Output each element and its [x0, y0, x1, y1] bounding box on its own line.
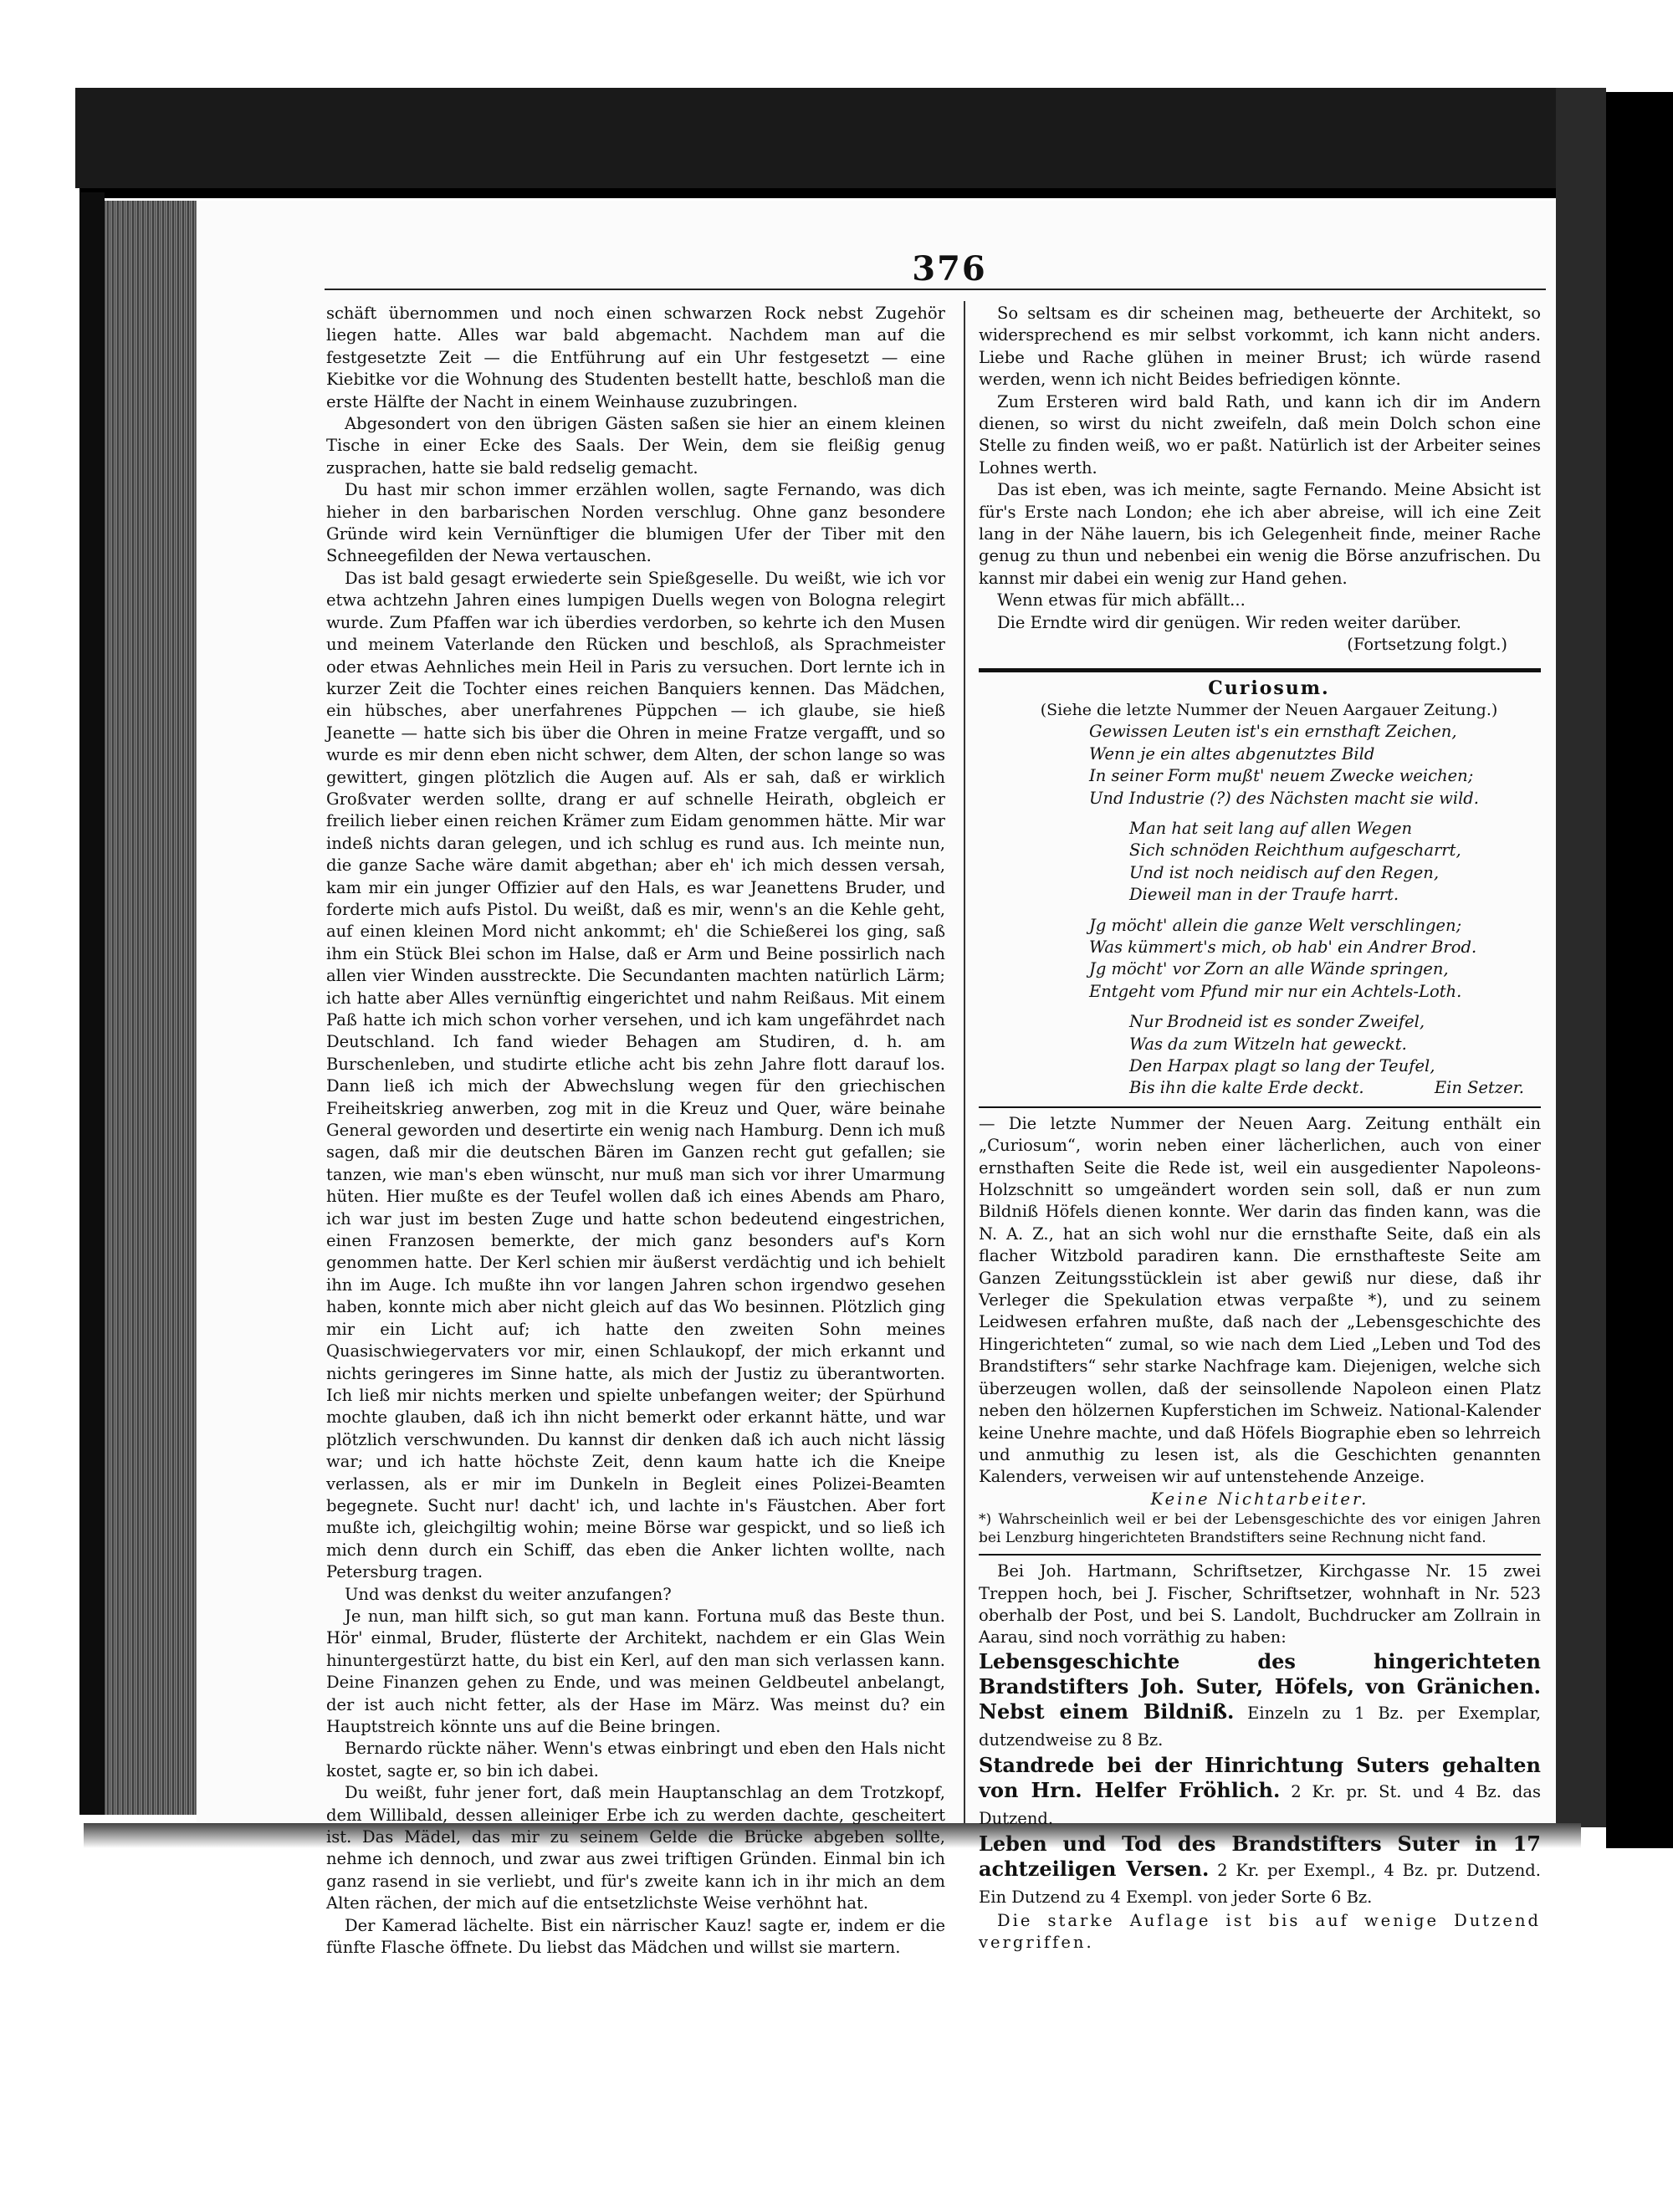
scan-border-top-line [79, 188, 1585, 198]
advert-item [979, 1831, 1541, 1910]
right-paragraph: So seltsam es dir scheinen mag, betheuerte der Architekt, so widersprechend es mir selbst vorkommt, ich kann nicht anders. Liebe und Rache glühen in meiner Brust; ich würde rasend werden, wenn ich nicht Beides befriedigen könnte. [979, 304, 1541, 390]
column-divider [964, 301, 965, 1823]
left-paragraph: Du hast mir schon immer erzählen wollen, sagte Fernando, was dich hieher in den barbarischen Norden verschlug. Ohne ganz besondere Gründe wird kein Vernünftiger die blumigen Ufer der Tiber mit den Schneegefilden der Newa vertauschen. [326, 480, 945, 566]
poem-last-line: Bis ihn die kalte Erde deckt. [1129, 1078, 1364, 1098]
poem-line: In seiner Form mußt' neuem Zwecke weichen; [1089, 766, 1474, 786]
poem-line: Was da zum Witzeln hat geweckt. [1129, 1034, 1407, 1054]
scan-border-top [75, 88, 1564, 188]
advert-closing: Die starke Auflage ist bis auf wenige Dutzend vergriffen. [979, 1910, 1541, 1953]
right-paragraph: Das ist eben, was ich meinte, sagte Fernando. Meine Absicht ist für's Erste nach London; ehe ich aber abreise, will ich eine Zeit lang in der Nähe lauern, bis ich Gelegenheit finde, meiner Rache genug zu thun und nebenbei ein wenig die Börse anzufrischen. Du kannst mir dabei ein wenig zur Hand gehen. [979, 480, 1541, 588]
advert-item-detail: 2 Kr. pr. St. und 4 Bz. das Dutzend. [979, 1781, 1541, 1828]
poem-line: Man hat seit lang auf allen Wegen [1129, 818, 1413, 838]
right-paragraph: Zum Ersteren wird bald Rath, und kann ich dir im Andern dienen, so wirst du nicht zweifeln, daß mein Dolch schon eine Stelle zu finden weiß, wo er paßt. Natürlich ist der Arbeiter seines Lohnes werth. [979, 391, 1541, 478]
poem-line: Den Harpax plagt so lang der Teufel, [1129, 1056, 1435, 1075]
page-number: 376 [912, 249, 987, 289]
right-column [979, 303, 1541, 1954]
left-paragraph: Du weißt, fuhr jener fort, daß mein Hauptanschlag an dem Trotzkopf, dem Willibald, dessen alleiniger Erbe ich zu werden dachte, gescheitert ist. Das Mädel, das mir zu seinem Gelde die Brücke abgeben sollte, nehme ich dennoch, und zwar aus zwei triftigen Gründen. Einmal bin ich ganz rasend in sie verliebt, und für's zweite kann ich in ihr mich an dem Alten rächen, der mich auf die entsetzlichste Weise verhöhnt hat. [326, 1783, 945, 1913]
advert-intro: Bei Joh. Hartmann, Schriftsetzer, Kirchgasse Nr. 15 zwei Treppen hoch, bei J. Fischer, Schriftsetzer, wohnhaft in Nr. 523 oberhalb der Post, und bei S. Landolt, Buchdrucker am Zollrain in Aarau, sind noch vorräthig zu haben: [979, 1561, 1541, 1648]
left-paragraph: Bernardo rückte näher. Wenn's etwas einbringt und eben den Hals nicht kostet, sagte er, so bin ich dabei. [326, 1739, 945, 1780]
advertisement [979, 1561, 1541, 1954]
poem-line: Dieweil man in der Traufe harrt. [1129, 885, 1399, 905]
left-paragraph: Der Kamerad lächelte. Bist ein närrischer Kauz! sagte er, indem er die fünfte Flasche öffnete. Du liebst das Mädchen und willst sie martern. [326, 1915, 945, 1958]
poem-line: Wenn je ein altes abgenutztes Bild [1089, 743, 1375, 764]
poem-line: Nur Brodneid ist es sonder Zweifel, [1129, 1012, 1425, 1032]
poem-line: Jg möcht' allein die ganze Welt verschlingen; [1089, 915, 1462, 935]
header-rule [325, 289, 1546, 290]
advert-item-title: Leben und Tod des Brandstifters Suter in 17 achtzeiligen Versen. [979, 1831, 1541, 1881]
advert-item-detail: 2 Kr. per Exempl., 4 Bz. pr. Dutzend. Ein Dutzend zu 4 Exempl. von jeder Sorte 6 Bz. [979, 1860, 1541, 1907]
left-paragraph: Je nun, man hilft sich, so gut man kann. Fortuna muß das Beste thun. Hör' einmal, Bruder, flüsterte der Architekt, nachdem er ein Glas Wein hinuntergestürzt hatte, du bist ein Kerl, auf den man sich verlassen kann. Deine Finanzen gehen zu Ende, und was meinen Geldbeutel anbelangt, der ist auch nicht fetter, als der Hase im März. Was meinst du? ein Hauptstreich könnte uns auf die Beine bringen. [326, 1606, 945, 1736]
curiosum-section [979, 677, 1541, 1100]
left-paragraph: schäft übernommen und noch einen schwarzen Rock nebst Zugehör liegen hatte. Alles war bald abgemacht. Nachdem man auf die festgesetzte Zeit — die Entführung auf ein Uhr festgesetzt — eine Kiebitke vor die Wohnung des Studenten bestellt hatte, beschloß man die erste Hälfte der Nacht in einem Weinhause zuzubringen. [326, 304, 945, 411]
right-paragraph: Die Erndte wird dir genügen. Wir reden weiter darüber. [997, 612, 1461, 632]
section-rule-thin [979, 1106, 1541, 1108]
scan-border-right [1556, 88, 1606, 1827]
poem-line: Und Industrie (?) des Nächsten macht sie wild. [1089, 788, 1479, 808]
poem-line: Sich schnöden Reichthum aufgescharrt, [1129, 840, 1461, 861]
left-paragraph: Das ist bald gesagt erwiederte sein Spießgeselle. Du weißt, wie ich vor etwa achtzehn Jahren eines lumpigen Duells wegen von Bologna relegirt wurde. Zum Pfaffen war ich überdies verdorben, so kehrte ich den Musen und meinem Vaterlande den Rücken und beschloß, als Sprachmeister oder etwas Aehnliches mein Heil in Paris zu versuchen. Dort lernte ich in kurzer Zeit die Tochter eines reichen Banquiers kennen. Das Mädchen, ein hübsches, aber unerfahrenes Püppchen — ich glaube, sie hieß Jeanette — hatte sich bis über die Ohren in meine Fratze vergafft, und so wurde es mir denn eben nicht schwer, dem Alten, der schon lange so was gewittert, gingen plötzlich die Augen auf. Als er sah, daß er wirklich Großvater werden sollte, drang er auf schnelle Heirath, obgleich er freilich lieber einen reichen Krämer zum Eidam genommen hätte. Mir war indeß nichts daran gelegen, und ich schlug es rund aus. Ich meinte nun, die ganze Sache wäre damit abgethan; aber eh' ich mich dessen versah, kam mir ein junger Offizier auf den Hals, es war Jeanettens Bruder, und forderte mich aufs Pistol. Du weißt, daß es mir, wenn's an die Kehle geht, auf einen kleinen Mord nicht ankommt; eh' die Schießerei los ging, saß ihm ein Stück Blei schon im Halse, daß er Arm und Beine possirlich nach allen vier Winden ausstreckte. Die Secundanten machten natürlich Lärm; ich hatte aber Alles vernünftig eingerichtet und nahm Reißaus. Mit einem Paß hatte ich mich schon vorher versehen, und ich kam ungefährdet nach Deutschland. Ich fand wieder Behagen am Studiren, d. h. am Burschenleben, und studirte etliche acht bis zehn Jahre flott darauf los. Dann ließ ich mich der Abwechslung wegen für den griechischen Freiheitskrieg anwerben, zog mit in die Kreuz und Quer, wäre beinahe General geworden und desertirte ein wenig nach Hamburg. Denn ich muß sagen, daß mir die deutschen Bären im Ganzen recht gut gefallen; sie tanzen, wie man's eben wünscht, nur muß man sich vor ihrer Umarmung hüten. Hier mußte es der Teufel wollen daß ich eines Abends am Pharo, ich war just im besten Zuge und hatte schon bedeutend eingestrichen, einen Franzosen bemerkte, der mich ganz besonders auf's Korn genommen hatte. Der Kerl schien mir äußerst verdächtig und ich behielt ihn im Auge. Ich mußte ihn vor langen Jahren schon irgendwo gesehen haben, konnte mich aber nicht gleich auf das Wo besinnen. Plötzlich ging mir ein Licht auf; ich hatte den zweiten Sohn meines Quasischwiegervaters vor mir, einen Schlaukopf, der mich erkannt und nichts geringeres im Sinne hatte, als mich der Justiz zu überantworten. Ich ließ mir nichts merken und spielte unbefangen weiter; der Spürhund mochte glauben, daß ich ihn nicht bemerkt oder erkannt hätte, und war plötzlich verschwunden. Du kannst dir denken daß ich auch nicht lässig war; und ich hatte höchste Zeit, denn kaum hatte ich die Kneipe verlassen, als er mir im Dunkeln in Begleit eines Polizei-Beamten begegnete. Sucht nur! dacht' ich, und lachte in's Fäustchen. Aber fort mußte ich, gleichgiltig wohin; meine Börse war gespickt, und so ließ ich mich denn durch ein Schiff, das eben die Anker lichten wollte, nach Petersburg tragen. [326, 568, 945, 1582]
left-column [326, 303, 945, 1959]
section-rule [979, 668, 1541, 672]
curiosum-title: Curiosum. [1208, 677, 1330, 699]
poem [979, 721, 1541, 1100]
poem-line [979, 1077, 1541, 1099]
advert-item-title: Lebensgeschichte des hingerichteten Brandstifters Joh. Suter, Höfels, von Gränichen. Nebst einem Bildniß. [979, 1648, 1541, 1724]
poem-signature: Ein Setzer. [1434, 1078, 1524, 1098]
continued-note: (Fortsetzung folgt.) [1347, 635, 1507, 655]
scan-border-left [79, 192, 105, 1815]
poem-line: Jg möcht' vor Zorn an alle Wände springen, [1089, 959, 1449, 979]
left-paragraph: Abgesondert von den übrigen Gästen saßen sie hier an einem kleinen Tische in einer Ecke des Saals. Der Wein, dem sie fleißig genug zusprachen, hatte sie bald redselig gemacht. [326, 414, 945, 478]
advert-item-title: Standrede bei der Hinrichtung Suters gehalten von Hrn. Helfer Fröhlich. [979, 1752, 1541, 1802]
notice-paragraph: — Die letzte Nummer der Neuen Aarg. Zeitung enthält ein „Curiosum“, worin neben einer lächerlichen, auch von einer ernsthaften Seite die Rede ist, weil ein ausgedienter Napoleons-Holzschnitt so umgeändert worden sein soll, daß er nun zum Bildniß Höfels dienen konnte. Wer darin das finden kann, was die N. A. Z., hat an sich wohl nur die ernsthafte Seite, daß ein als flacher Witzbold paradiren kann. Die ernsthafteste Seite am Ganzen Zeitungsstücklein ist aber gewiß nur diese, daß ihr Verleger die Spekulation etwas verpaßte *), und zu seinem Leidwesen erfahren mußte, daß nach der „Lebensgeschichte des Hingerichteten“ zumal, so wie nach dem Lied „Leben und Tod des Brandstifters“ sehr starke Nachfrage kam. Diejenigen, welche sich überzeugen wollen, daß der seinsollende Napoleon einen Platz neben den hölzernen Kupferstichen im Schweiz. National-Kalender keine Unehre machte, und daß Höfels Biographie eben so lehrreich und anmuthig zu lesen ist, als die Geschichten genannten Kalenders, verweisen wir auf untenstehende Anzeige. [979, 1113, 1541, 1487]
book-page-edges [105, 201, 197, 1815]
advert-item [979, 1753, 1541, 1831]
poem-line: Was kümmert's mich, ob hab' ein Andrer Brod. [1089, 937, 1477, 957]
notice-signature: Keine Nichtarbeiter. [1150, 1489, 1369, 1509]
poem-line: Und ist noch neidisch auf den Regen, [1129, 862, 1440, 882]
poem-line: Entgeht vom Pfund mir nur ein Achtels-Loth. [1089, 981, 1462, 1001]
poem-line: Gewissen Leuten ist's ein ernsthaft Zeichen, [1089, 722, 1457, 742]
right-paragraph: Wenn etwas für mich abfällt... [997, 590, 1246, 610]
left-paragraph: Und was denkst du weiter anzufangen? [345, 1584, 672, 1604]
curiosum-subtitle: (Siehe die letzte Nummer der Neuen Aargauer Zeitung.) [1040, 700, 1498, 719]
story-continuation [979, 303, 1541, 656]
footnote: *) Wahrscheinlich weil er bei der Lebensgeschichte des vor einigen Jahren bei Lenzburg hingerichteten Brandstifters seine Rechnung nicht fand. [979, 1511, 1541, 1547]
scan-border-right-edge [1606, 92, 1673, 1848]
advert-item-detail: Einzeln zu 1 Bz. per Exemplar, dutzendweise zu 8 Bz. [979, 1703, 1541, 1750]
section-rule-advert [979, 1554, 1541, 1556]
advert-item [979, 1649, 1541, 1753]
